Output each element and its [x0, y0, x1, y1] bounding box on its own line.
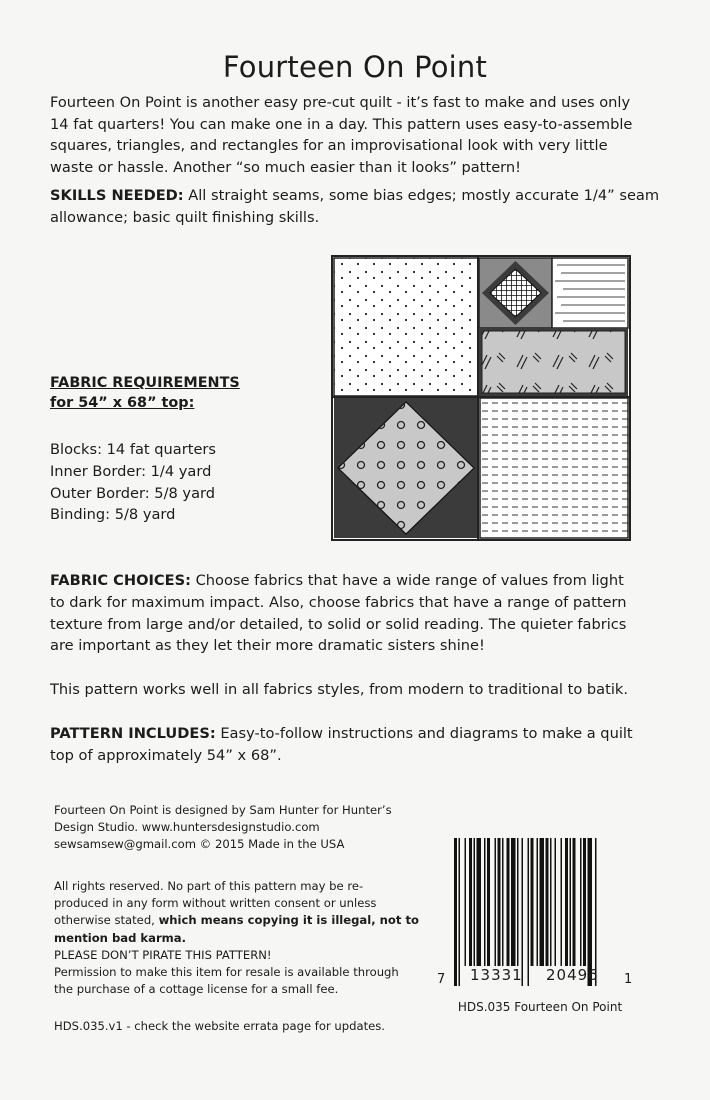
pattern-includes-label: PATTERN INCLUDES:	[50, 725, 216, 742]
intro-paragraph	[50, 92, 662, 178]
fabric-requirements-size: for 54” x 68” top:	[50, 395, 195, 411]
requirement-item: Outer Border: 5/8 yard	[50, 484, 216, 502]
barcode-bar	[511, 838, 516, 966]
barcode-bar	[561, 838, 563, 966]
skills-paragraph	[50, 185, 670, 228]
fabric-choices-label: FABRIC CHOICES:	[50, 572, 191, 589]
rights-line: PLEASE DON’T PIRATE THIS PATTERN!	[54, 947, 272, 962]
fabric-requirements-list	[50, 439, 310, 526]
barcode-bar	[495, 838, 497, 966]
credits-line: sewsamsew@gmail.com © 2015 Made in the USA	[54, 837, 345, 852]
barcode-bar	[498, 838, 501, 966]
barcode-digit-left: 7	[437, 972, 446, 987]
barcode-bar	[531, 838, 534, 966]
fabric-choices-paragraph	[50, 570, 660, 657]
requirement-item: Binding: 5/8 yard	[50, 506, 176, 524]
skills-text: All straight seams, some bias edges; mostly accurate 1/4” seam	[183, 187, 660, 204]
quilt-block-illustration	[331, 255, 631, 541]
credits-block	[54, 802, 434, 854]
barcode-bar	[570, 838, 572, 966]
skills-label: SKILLS NEEDED:	[50, 187, 184, 204]
version-note: HDS.035.v1 - check the website errata page for updates.	[54, 1019, 385, 1033]
barcode-bar	[507, 838, 510, 966]
barcode-bar	[537, 838, 539, 966]
skills-text-2: allowance; basic quilt finishing skills.	[50, 208, 320, 226]
rights-line: the purchase of a cottage license for a small fee.	[54, 982, 339, 997]
barcode-bar	[550, 838, 552, 966]
credits-line: Fourteen On Point is designed by Sam Hunter for Hunter’s	[54, 803, 392, 817]
requirement-item: Blocks: 14 fat quarters	[50, 441, 217, 458]
barcode-bar	[465, 838, 467, 966]
fabric-dotted-square	[334, 258, 478, 396]
barcode-bar	[528, 838, 530, 986]
rights-line: Permission to make this item for resale is available through	[54, 965, 399, 980]
rights-line: All rights reserved. No part of this pattern may be re-	[54, 879, 364, 893]
barcode-bar	[522, 838, 524, 986]
pattern-includes-text-2: top of approximately 54” x 68”.	[50, 746, 282, 764]
barcode-bar	[555, 838, 557, 966]
barcode-bar	[484, 838, 486, 966]
barcode-bar	[583, 838, 586, 966]
barcode-group-2: 20496	[546, 966, 599, 984]
barcode-digit-right: 1	[624, 972, 633, 987]
barcode-bar	[454, 838, 457, 986]
fabric-striped-rect	[552, 258, 628, 328]
pattern-includes-text: Easy-to-follow instructions and diagrams to make a quilt	[215, 725, 633, 742]
barcode-bar	[459, 838, 461, 986]
page-title: Fourteen On Point	[222, 50, 488, 84]
barcode-bar	[595, 838, 597, 986]
fabric-choices-line: texture from large and/or detailed, to solid or solid reading. The quieter fabrics	[50, 615, 627, 633]
barcode-bar	[487, 838, 490, 966]
pattern-includes-paragraph	[50, 723, 650, 767]
barcode-bar	[474, 838, 476, 966]
barcode	[432, 834, 632, 994]
rights-line: otherwise stated,	[54, 913, 159, 928]
intro-line: squares, triangles, and rectangles for an improvisational look with very little	[50, 137, 608, 154]
credits-line: Design Studio. www.huntersdesignstudio.com	[54, 820, 320, 835]
fabric-requirements-heading	[50, 373, 250, 413]
styles-note: This pattern works well in all fabrics styles, from modern to traditional to batik.	[50, 681, 628, 698]
fabric-choices-text: Choose fabrics that have a wide range of values from light	[190, 572, 624, 589]
fabric-choices-line: are important as they let their more dramatic sisters shine!	[50, 637, 485, 655]
barcode-bar	[580, 838, 582, 966]
barcode-bar	[477, 838, 482, 966]
barcode-bar	[517, 838, 519, 966]
barcode-bar	[469, 838, 472, 966]
rights-block	[54, 878, 434, 998]
rights-line: produced in any form without written consent or unless	[54, 896, 377, 911]
fabric-choices-line: to dark for maximum impact. Also, choose fabrics that have a range of pattern	[50, 593, 627, 611]
intro-line: Fourteen On Point is another easy pre-cut quilt - it’s fast to make and uses only	[50, 94, 631, 111]
barcode-bar	[546, 838, 549, 966]
rights-warning: mention bad karma.	[54, 930, 186, 945]
barcode-bar	[573, 838, 576, 966]
fabric-dashed-square	[480, 398, 628, 538]
requirement-item: Inner Border: 1/4 yard	[50, 462, 212, 480]
barcode-bar	[502, 838, 504, 966]
fabric-requirements-title: FABRIC REQUIREMENTS	[50, 375, 240, 391]
intro-line: 14 fat quarters! You can make one in a day. This pattern uses easy-to-assemble	[50, 115, 633, 133]
barcode-bar	[565, 838, 568, 966]
barcode-bar	[588, 838, 593, 986]
intro-line: waste or hassle. Another “so much easier than it looks” pattern!	[50, 158, 522, 176]
rights-warning: which means copying it is illegal, not to	[158, 913, 419, 928]
barcode-group-1: 13331	[470, 966, 523, 984]
barcode-bar	[540, 838, 545, 966]
barcode-caption: HDS.035 Fourteen On Point	[457, 1000, 623, 1014]
